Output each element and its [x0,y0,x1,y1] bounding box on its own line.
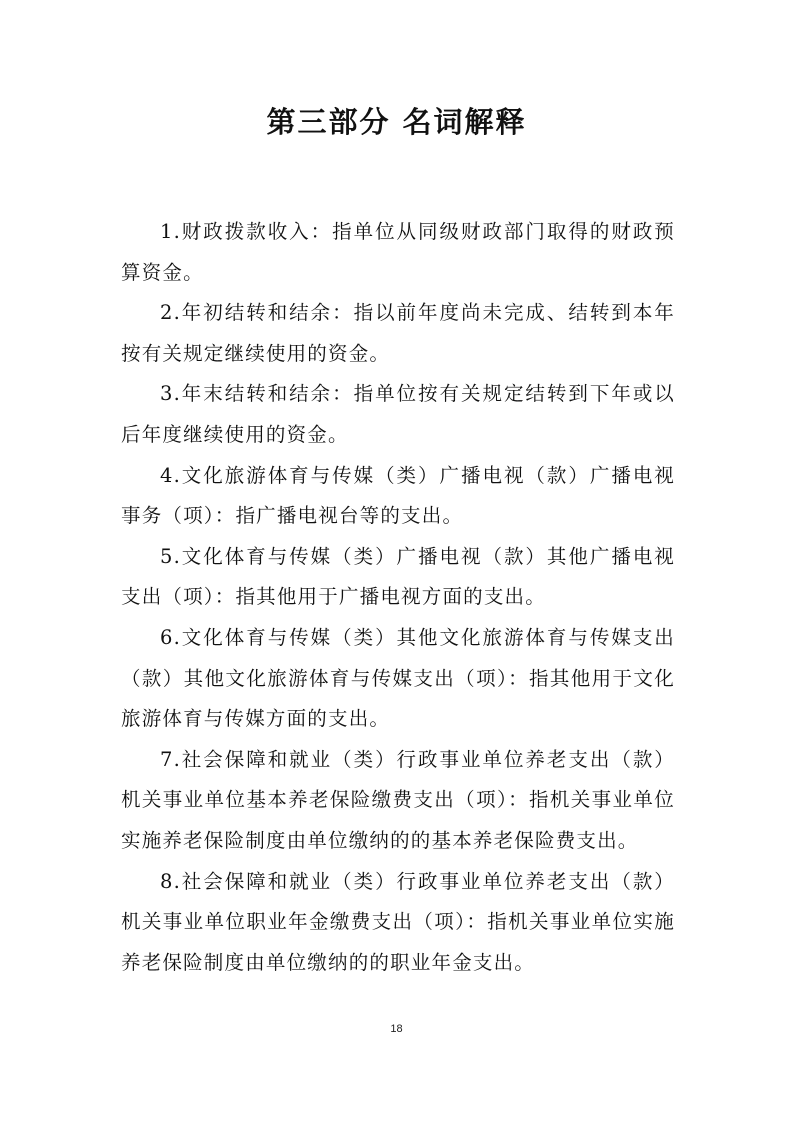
page-number: 18 [390,1023,403,1035]
paragraph-2: 2.年初结转和结余：指以前年度尚未完成、结转到本年按有关规定继续使用的资金。 [121,301,675,365]
page-title: 第三部分 名词解释 [266,105,527,139]
paragraph-6: 6.文化体育与传媒（类）其他文化旅游体育与传媒支出（款）其他文化旅游体育与传媒支出（项）：指其他用于文化旅游体育与传媒方面的支出。 [121,625,675,731]
paragraph-3: 3.年末结转和结余：指单位按有关规定结转到下年或以后年度继续使用的资金。 [121,382,675,446]
paragraph-8: 8.社会保障和就业（类）行政事业单位养老支出（款）机关事业单位职业年金缴费支出（项）：指机关事业单位实施养老保险制度由单位缴纳的的职业年金支出。 [121,869,675,974]
document-body [121,212,675,983]
paragraph-7: 7.社会保障和就业（类）行政事业单位养老支出（款）机关事业单位基本养老保险缴费支出（项）：指机关事业单位实施养老保险制度由单位缴纳的的基本养老保险费支出。 [121,747,675,852]
paragraph-5: 5.文化体育与传媒（类）广播电视（款）其他广播电视支出（项）：指其他用于广播电视方面的支出。 [121,544,675,609]
paragraph-1: 1.财政拨款收入：指单位从同级财政部门取得的财政预算资金。 [121,220,675,284]
paragraph-4: 4.文化旅游体育与传媒（类）广播电视（款）广播电视事务（项）：指广播电视台等的支出。 [121,463,675,528]
